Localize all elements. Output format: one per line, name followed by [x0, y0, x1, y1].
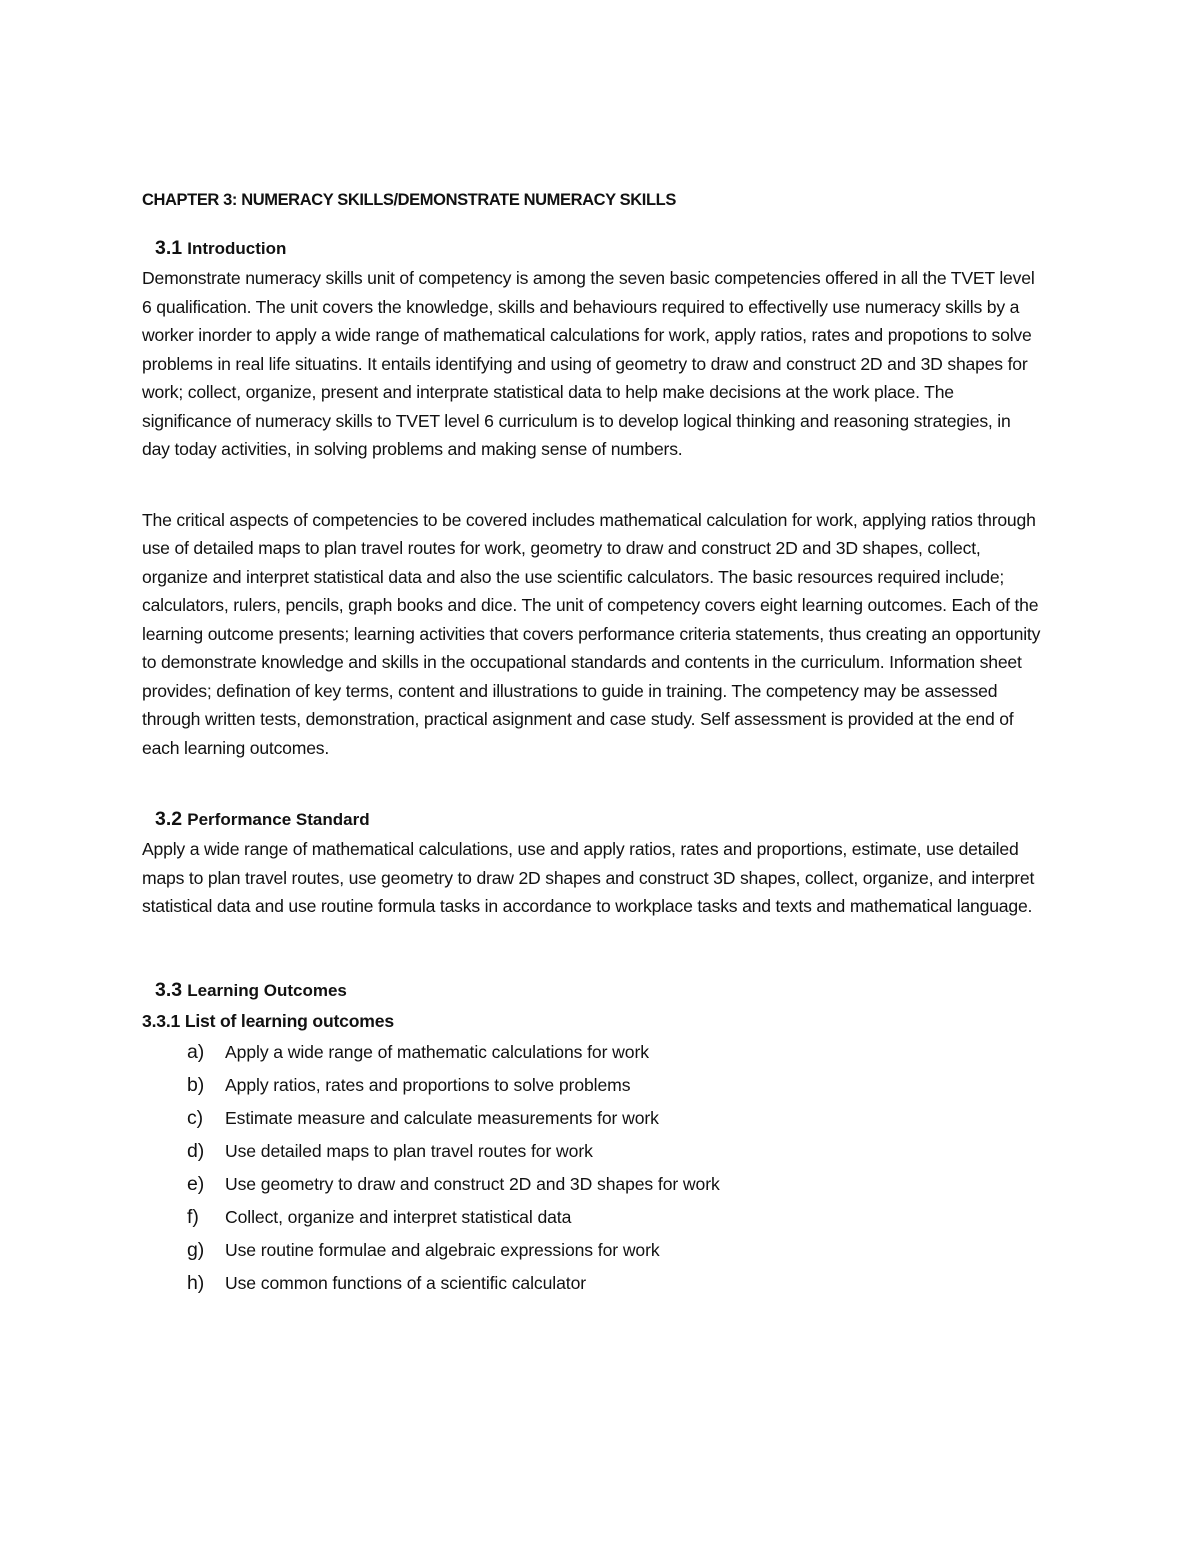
list-marker: a)	[187, 1040, 205, 1063]
list-marker: d)	[187, 1139, 205, 1162]
list-item-text: Use geometry to draw and construct 2D and 3D shapes for work	[225, 1173, 720, 1194]
section-number: 3.3	[155, 978, 183, 1001]
list-marker: h)	[187, 1271, 205, 1294]
section-title: Introduction	[187, 239, 287, 258]
performance-standard-paragraph: Apply a wide range of mathematical calculations, use and apply ratios, rates and proportions, estimate, use detailed maps to plan travel routes, use geometry to draw 2D shapes and construct 3D shapes, collect, organize, and interpret statistical data and use routine formula tasks in accordance to workplace tasks and texts and mathematical language.	[142, 839, 1035, 916]
section-heading-introduction	[142, 233, 1042, 264]
list-marker: e)	[187, 1172, 205, 1195]
list-item-text: Apply a wide range of mathematic calculations for work	[225, 1041, 649, 1062]
learning-outcomes-list-heading: 3.3.1 List of learning outcomes	[142, 1010, 394, 1031]
list-item	[187, 1069, 1042, 1102]
chapter-title: CHAPTER 3: NUMERACY SKILLS/DEMONSTRATE NUMERACY SKILLS	[142, 191, 676, 209]
section-title: Learning Outcomes	[187, 980, 347, 1000]
list-item-text: Use detailed maps to plan travel routes for work	[225, 1140, 593, 1161]
list-item-text: Use routine formulae and algebraic expressions for work	[225, 1239, 660, 1260]
list-item-text: Estimate measure and calculate measurements for work	[225, 1107, 659, 1128]
introduction-paragraph-1: Demonstrate numeracy skills unit of competency is among the seven basic competencies offered in all the TVET level 6 qualification. The unit covers the knowledge, skills and behaviours required to effectivelly use numeracy skills by a worker inorder to apply a wide range of mathematical calculations for work, apply ratios, rates and propotions to solve problems in real life situatins. It entails identifying and using of geometry to draw and construct 2D and 3D shapes for work; collect, organize, present and interprate statistical data to help make decisions at the work place. The significance of numeracy skills to TVET level 6 curriculum is to develop logical thinking and reasoning strategies, in day today activities, in solving problems and making sense of numbers.	[142, 268, 1035, 459]
list-item-text: Apply ratios, rates and proportions to solve problems	[225, 1074, 631, 1095]
list-item	[187, 1267, 1042, 1300]
section-title: Performance Standard	[187, 810, 370, 829]
list-item-text: Use common functions of a scientific calculator	[225, 1272, 587, 1293]
section-heading-learning-outcomes	[142, 975, 1042, 1006]
list-item	[187, 1135, 1042, 1168]
list-item	[187, 1201, 1042, 1234]
list-marker: f)	[187, 1205, 199, 1228]
list-item	[187, 1168, 1042, 1201]
learning-outcomes-list	[142, 1036, 1042, 1300]
list-marker: b)	[187, 1073, 205, 1096]
section-number: 3.2	[155, 808, 183, 830]
list-item	[187, 1102, 1042, 1135]
page-content	[142, 185, 1042, 1300]
list-item-text: Collect, organize and interpret statistical data	[225, 1206, 572, 1227]
list-item	[187, 1036, 1042, 1069]
list-item	[187, 1234, 1042, 1267]
list-marker: g)	[187, 1238, 205, 1261]
list-marker: c)	[187, 1106, 204, 1129]
section-heading-performance-standard	[142, 804, 1042, 835]
introduction-paragraph-2: The critical aspects of competencies to be covered includes mathematical calculation for work, applying ratios through use of detailed maps to plan travel routes for work, geometry to draw and construct 2D and 3D shapes, collect, organize and interpret statistical data and also the use scientific calculators. The basic resources required include; calculators, rulers, pencils, graph books and dice. The unit of competency covers eight learning outcomes. Each of the learning outcome presents; learning activities that covers performance criteria statements, thus creating an opportunity to demonstrate knowledge and skills in the occupational standards and contents in the curriculum. Information sheet provides; defination of key terms, content and illustrations to guide in training. The competency may be assessed through written tests, demonstration, practical asignment and case study. Self assessment is provided at the end of each learning outcomes.	[142, 509, 1041, 758]
section-number: 3.1	[155, 237, 183, 259]
